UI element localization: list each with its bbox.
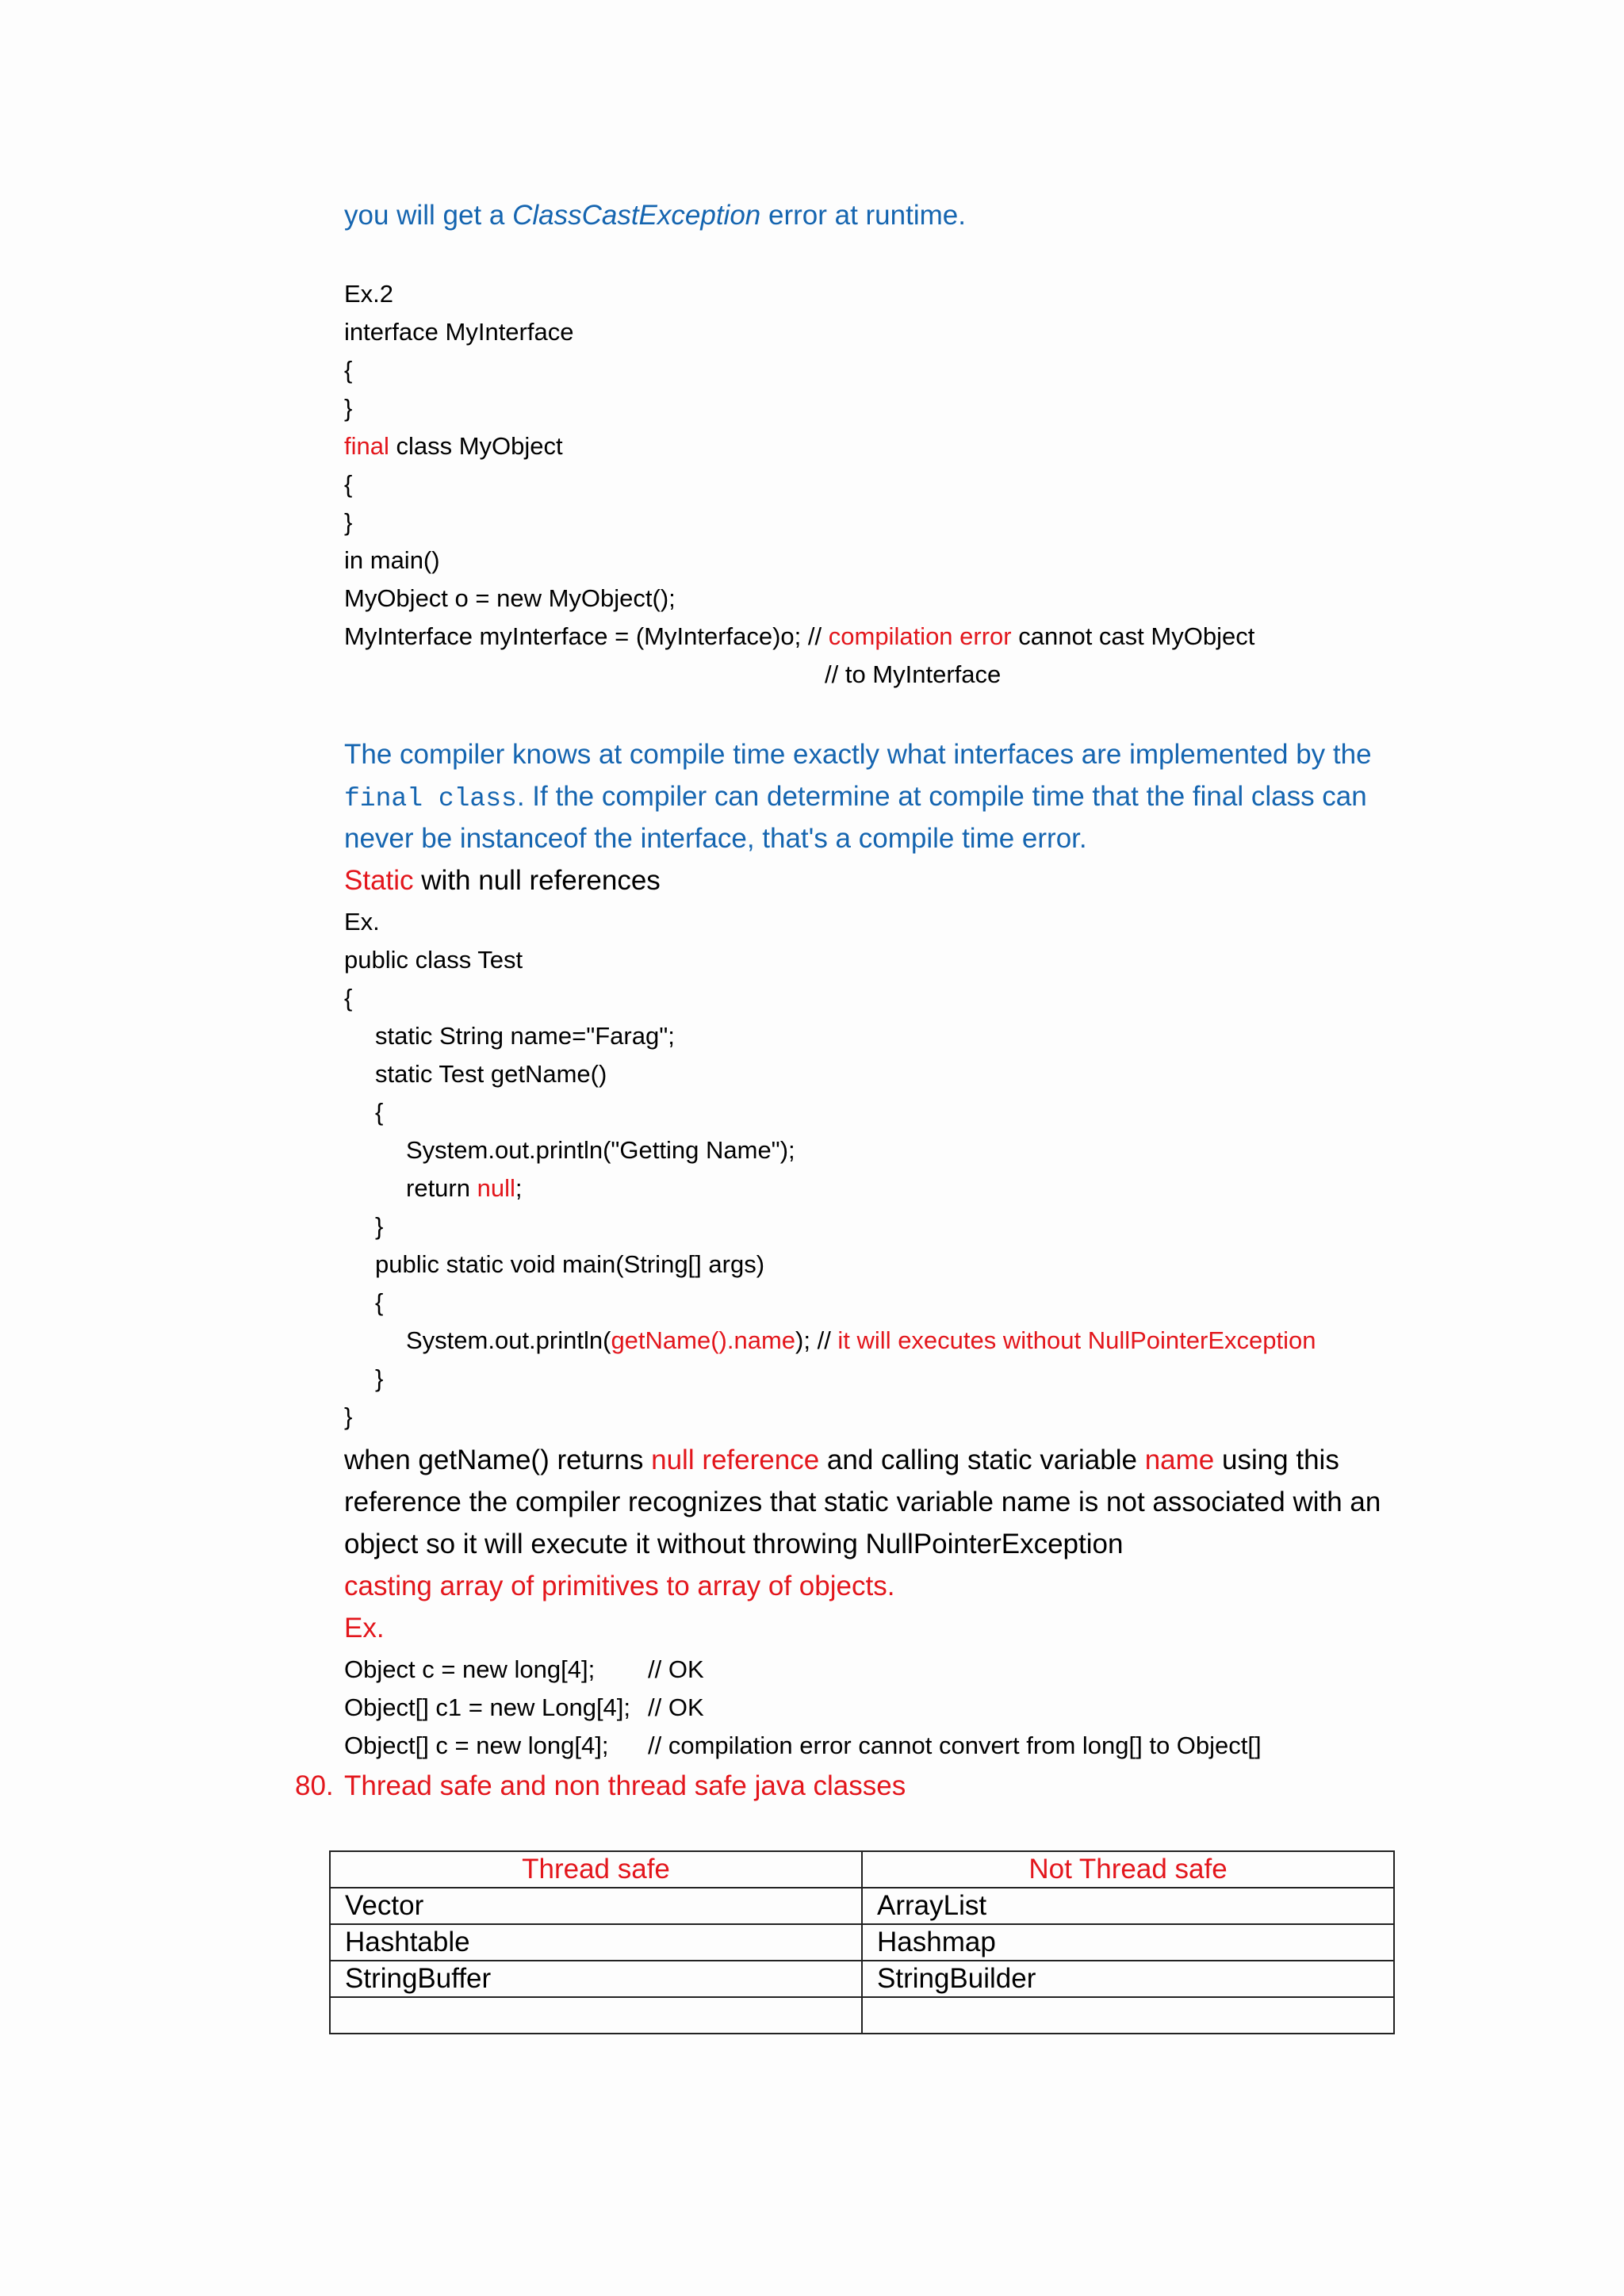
ex2-code-block — [344, 275, 1254, 694]
final-keyword: final — [344, 432, 389, 460]
casting-code-1: Object c = new long[4]; — [344, 1655, 596, 1683]
casting-line-2 — [344, 1689, 1262, 1727]
return-post: ; — [515, 1174, 523, 1202]
table-cell: Hashtable — [330, 1924, 862, 1961]
code-line: public class Test — [344, 946, 523, 974]
static-heading — [344, 859, 661, 901]
table-cell: StringBuffer — [330, 1961, 862, 1997]
code-line: static Test getName() — [375, 1060, 607, 1088]
explain-line-2-rest: . If the compiler can determine at compile time that the final class can — [516, 781, 1367, 812]
explain2-line-1 — [344, 1439, 1381, 1481]
null-reference-term: null reference — [651, 1445, 820, 1475]
name-term: name — [1144, 1445, 1215, 1475]
casting-head: casting array of primitives to array of objects. — [344, 1571, 895, 1601]
table-cell: Hashmap — [862, 1924, 1394, 1961]
code-line: MyObject o = new MyObject(); — [344, 584, 676, 612]
cast-error: compilation error — [828, 622, 1012, 650]
table-cell: Vector — [330, 1888, 862, 1924]
println-pre: System.out.println( — [406, 1326, 611, 1354]
code-line: } — [344, 508, 353, 536]
explain-line-1: The compiler knows at compile time exactly what interfaces are implemented by the — [344, 739, 1372, 770]
section-80-heading — [295, 1765, 906, 1807]
explain-line-3: never be instanceof the interface, that's a compile time error. — [344, 823, 1087, 854]
null-keyword: null — [477, 1174, 515, 1202]
cast-code: MyInterface myInterface = (MyInterface)o; // — [344, 622, 829, 650]
getname-call: getName().name — [611, 1326, 796, 1354]
thread-safety-table — [329, 1850, 1395, 2034]
static-code-block — [344, 903, 1316, 1436]
table-cell — [862, 1997, 1394, 2034]
table-cell: StringBuilder — [862, 1961, 1394, 1997]
section-title: Thread safe and non thread safe java classes — [344, 1770, 906, 1801]
code-line: interface MyInterface — [344, 318, 574, 346]
header-thread-safe: Thread safe — [330, 1851, 862, 1888]
table-cell — [330, 1997, 862, 2034]
code-line: } — [375, 1212, 384, 1240]
cast-tail: cannot cast MyObject — [1011, 622, 1255, 650]
casting-heading — [344, 1565, 894, 1649]
code-line: { — [344, 984, 353, 1012]
explain2-line-2: reference the compiler recognizes that static variable name is not associated with an — [344, 1487, 1381, 1517]
static-keyword: Static — [344, 865, 414, 896]
code-line-cast — [344, 618, 1254, 656]
ex2-label: Ex.2 — [344, 280, 394, 308]
table-cell: ArrayList — [862, 1888, 1394, 1924]
code-line: } — [344, 1402, 353, 1430]
code-line: } — [344, 394, 353, 422]
code-line: } — [375, 1364, 384, 1392]
table-header-row — [330, 1851, 1394, 1888]
casting-line-1 — [344, 1651, 1262, 1689]
intro-suffix: error at runtime. — [760, 200, 966, 231]
header-not-thread-safe: Not Thread safe — [862, 1851, 1394, 1888]
code-line: static String name="Farag"; — [375, 1022, 675, 1050]
explain2-line-3: object so it will execute it without throwing NullPointerException — [344, 1529, 1124, 1559]
table-row — [330, 1961, 1394, 1997]
explain2-paragraph — [344, 1439, 1381, 1565]
casting-cmt-1: // OK — [648, 1655, 704, 1683]
code-line: System.out.println("Getting Name"); — [406, 1136, 795, 1164]
casting-cmt-3: // compilation error cannot convert from long[] to Object[] — [648, 1732, 1262, 1759]
explain-paragraph — [344, 733, 1372, 859]
code-line: { — [375, 1098, 384, 1126]
casting-ex-label: Ex. — [344, 1613, 385, 1644]
code-line-println — [344, 1322, 1316, 1360]
explain2-a3: and calling static variable — [819, 1445, 1145, 1475]
casting-code-2: Object[] c1 = new Long[4]; — [344, 1693, 631, 1721]
table-row — [330, 1888, 1394, 1924]
casting-cmt-2: // OK — [648, 1693, 704, 1721]
code-line-final-class — [344, 427, 1254, 465]
section-number: 80. — [295, 1770, 334, 1801]
intro-prefix: you will get a — [344, 200, 513, 231]
code-line: { — [344, 470, 353, 498]
explain2-a5: using this — [1214, 1445, 1339, 1475]
static-ex-label: Ex. — [344, 908, 380, 936]
intro-line — [344, 194, 966, 236]
class-decl: class MyObject — [389, 432, 563, 460]
table-row — [330, 1924, 1394, 1961]
code-line: public static void main(String[] args) — [375, 1250, 765, 1278]
final-class-mono: final class — [344, 784, 517, 813]
casting-line-3 — [344, 1727, 1262, 1765]
println-comment: it will executes without NullPointerException — [837, 1326, 1316, 1354]
explain2-a1: when getName() returns — [344, 1445, 652, 1475]
casting-code-block — [344, 1651, 1262, 1765]
code-line: { — [375, 1288, 384, 1316]
code-line-return — [344, 1169, 1316, 1207]
explain-line-2 — [344, 775, 1372, 817]
code-line: in main() — [344, 546, 440, 574]
println-mid: ); // — [795, 1326, 838, 1354]
static-heading-rest: with null references — [413, 865, 661, 896]
intro-emph: ClassCastException — [512, 200, 761, 231]
code-line: { — [344, 356, 353, 384]
return-pre: return — [406, 1174, 477, 1202]
casting-code-3: Object[] c = new long[4]; — [344, 1732, 609, 1759]
table-row — [330, 1997, 1394, 2034]
cast-continuation: // to MyInterface — [825, 660, 1002, 688]
